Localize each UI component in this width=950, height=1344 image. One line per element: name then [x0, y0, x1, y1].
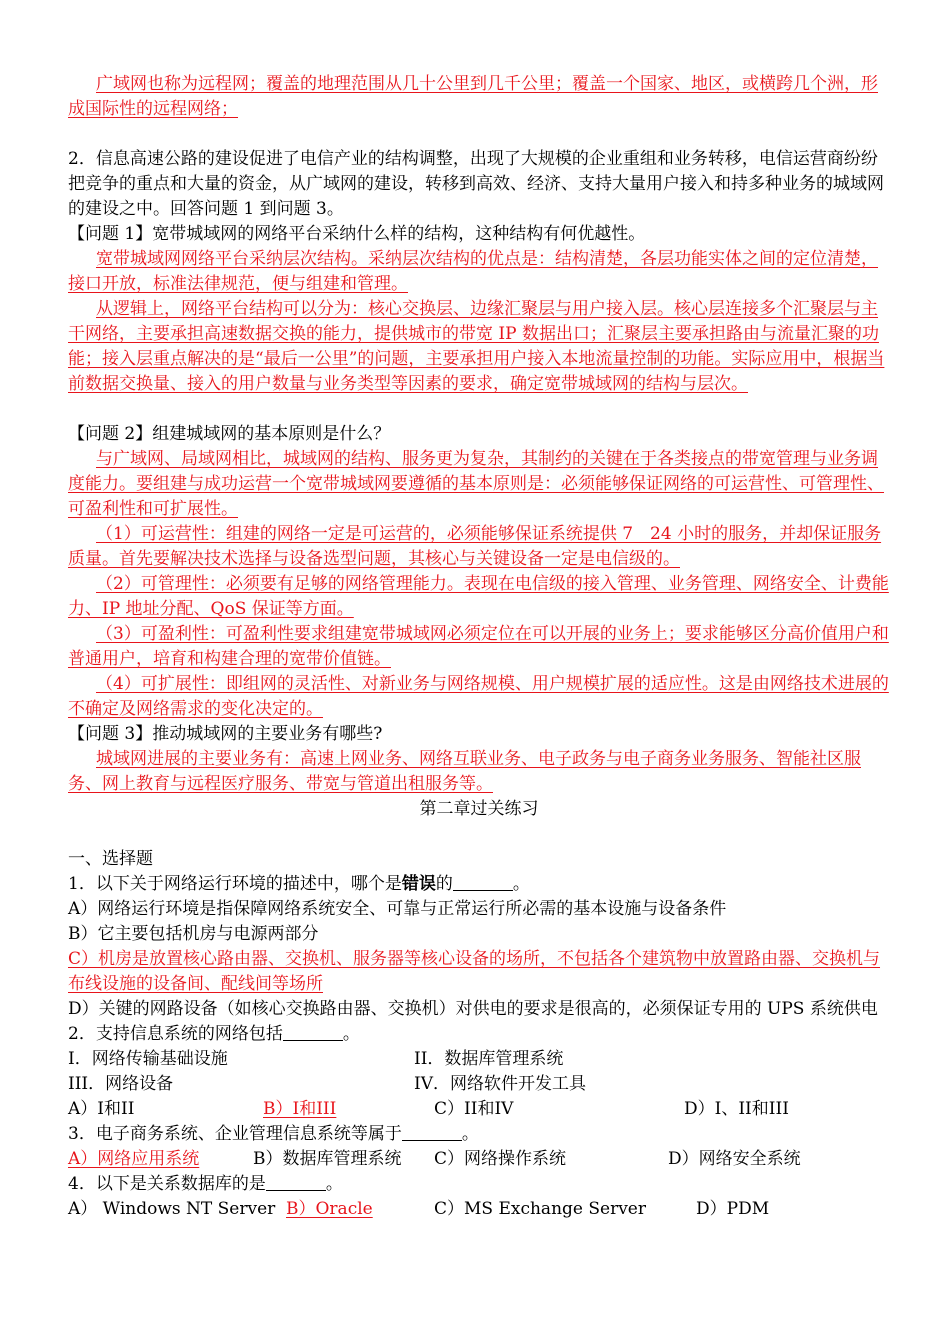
mc-question-3-stem: [68, 1122, 890, 1147]
document-page: [68, 72, 890, 1222]
mc-q2-stem-end: 。: [342, 1024, 360, 1044]
answer-1-paragraph-2: 从逻辑上，网络平台结构可以分为：核心交换层、边缘汇聚层与用户接入层。核心层连接多个汇聚层与主干网络，主要承担高速数据交换的能力，提供城市的带宽 IP 数据出口；汇聚层主要承担路由与流量汇聚的功能；接入层重点解决的是“最后一公里”的问题，主要承担用户接入本地流量控制的功能。实际应用中，根据当前数据交换量、接入的用户数量与业务类型等因素的要求，确定宽带城域网的结构与层次。: [68, 299, 885, 394]
mc-q2-option-d: D）Ⅰ、II和III: [684, 1099, 789, 1119]
answer-2-paragraph-1: 与广域网、局域网相比，城域网的结构、服务更为复杂，其制约的关键在于各类接点的带宽管理与业务调度能力。要组建与成功运营一个宽带城域网要遵循的基本原则是：必须能够保证网络的可运营性、可管理性、可盈利性和可扩展性。: [68, 449, 884, 519]
mc-q2-items-row-1: [68, 1047, 890, 1072]
mc-q1-emphasis: 错误: [401, 874, 436, 894]
spacer: [68, 122, 890, 147]
answer-wan-definition: 广域网也称为远程网；覆盖的地理范围从几十公里到几千公里；覆盖一个国家、地区，或横跨几个洲，形成国际性的远程网络；: [68, 74, 878, 119]
answer-blank: [266, 1172, 326, 1191]
mc-q1-option-c-correct: C）机房是放置核心路由器、交换机、服务器等核心设备的场所，不包括各个建筑物中放置路由器、交换机与布线设施的设备间、配线间等场所: [68, 949, 881, 994]
mc-q1-option-a: A）网络运行环境是指保障网络系统安全、可靠与正常运行所必需的基本设施与设备条件: [68, 899, 727, 919]
answer-2-profitability: （3）可盈利性：可盈利性要求组建宽带城域网必须定位在可以开展的业务上；要求能够区分高价值用户和普通用户，培育和构建合理的宽带价值链。: [68, 624, 889, 669]
mc-q4-option-d: D）PDM: [696, 1199, 770, 1219]
mc-q2-option-b-correct: B）Ⅰ和III: [263, 1099, 337, 1119]
answer-2-operability: （1）可运营性：组建的网络一定是可运营的，必须能够保证系统提供 7 24 小时的服务，并却保证服务质量。首先要解决技术选择与设备选型问题，其核心与关键设备一定是电信级的。: [68, 524, 882, 569]
answer-blank: [453, 872, 513, 891]
mc-q3-stem-end: 。: [461, 1124, 479, 1144]
mc-question-1-stem: [68, 872, 890, 897]
mc-q4-option-c: C）MS Exchange Server: [434, 1199, 646, 1219]
mc-q2-option-a: A）Ⅰ和II: [68, 1099, 135, 1119]
answer-3: 城域网进展的主要业务有：高速上网业务、网络互联业务、电子政务与电子商务业务服务、智能社区服务、网上教育与远程医疗服务、带宽与管道出租服务等。: [68, 749, 861, 794]
mc-q2-item-i: Ⅰ．网络传输基础设施: [68, 1049, 228, 1069]
spacer: [68, 822, 890, 847]
answer-blank: [283, 1022, 343, 1041]
answer-blank: [402, 1122, 462, 1141]
answer-2-scalability: （4）可扩展性：即组网的灵活性、对新业务与网络规模、用户规模扩展的适应性。这是由网络技术进展的不确定及网络需求的变化决定的。: [68, 674, 889, 719]
mc-question-2-stem: [68, 1022, 890, 1047]
section-title: 一、选择题: [68, 849, 153, 869]
mc-q2-item-iii: III．网络设备: [68, 1074, 174, 1094]
mc-q1-stem-end: 。: [512, 874, 530, 894]
mc-q2-stem-text: 2．支持信息系统的网络包括: [68, 1024, 283, 1044]
answer-1-paragraph-1: 宽带城域网网络平台采纳层次结构。采纳层次结构的优点是：结构清楚，各层功能实体之间的定位清楚，接口开放，标准法律规范，便与组建和管理。: [68, 249, 878, 294]
mc-q3-option-d: D）网络安全系统: [668, 1149, 801, 1169]
mc-q3-option-b: B）数据库管理系统: [253, 1149, 402, 1169]
mc-q2-option-c: C）II和IV: [434, 1099, 514, 1119]
mc-q1-stem-text: 1．以下关于网络运行环境的描述中，哪个是: [68, 874, 402, 894]
mc-q4-option-a: A） Windows NT Server: [68, 1199, 276, 1219]
mc-q1-stem-suffix: 的: [435, 874, 453, 894]
mc-q2-item-ii: II．数据库管理系统: [414, 1049, 564, 1069]
mc-q2-item-iv: IV．网络软件开发工具: [414, 1074, 586, 1094]
mc-question-4-stem: [68, 1172, 890, 1197]
question-3-heading: 【问题 3】推动城域网的主要业务有哪些?: [68, 724, 383, 744]
mc-q2-options-row: [68, 1097, 890, 1122]
question-1-heading: 【问题 1】宽带城域网的网络平台采纳什么样的结构，这种结构有何优越性。: [68, 224, 646, 244]
mc-q2-items-row-2: [68, 1072, 890, 1097]
chapter-title: 第二章过关练习: [419, 799, 539, 819]
mc-q4-stem-end: 。: [325, 1174, 343, 1194]
spacer: [68, 397, 890, 422]
mc-q3-option-c: C）网络操作系统: [434, 1149, 567, 1169]
mc-q4-option-b-correct: B）Oracle: [286, 1199, 373, 1219]
mc-q1-option-d: D）关键的网路设备（如核心交换路由器、交换机）对供电的要求是很高的，必须保证专用的 UPS 系统供电: [68, 999, 878, 1019]
case-intro: 2．信息高速公路的建设促进了电信产业的结构调整，出现了大规模的企业重组和业务转移，电信运营商纷纷把竞争的重点和大量的资金，从广域网的建设，转移到高效、经济、支持大量用户接入和持多种业务的城域网的建设之中。回答问题 1 到问题 3。: [68, 149, 884, 219]
mc-q4-stem-text: 4．以下是关系数据库的是: [68, 1174, 266, 1194]
mc-q1-option-b: B）它主要包括机房与电源两部分: [68, 924, 319, 944]
mc-q3-option-a-correct: A）网络应用系统: [68, 1149, 200, 1169]
mc-q3-stem-text: 3．电子商务系统、企业管理信息系统等属于: [68, 1124, 402, 1144]
answer-2-manageability: （2）可管理性：必须要有足够的网络管理能力。表现在电信级的接入管理、业务管理、网络安全、计费能力、IP 地址分配、QoS 保证等方面。: [68, 574, 889, 619]
mc-q3-options-row: [68, 1147, 890, 1172]
mc-q4-options-row: [68, 1197, 890, 1222]
question-2-heading: 【问题 2】组建城域网的基本原则是什么？: [68, 424, 391, 444]
